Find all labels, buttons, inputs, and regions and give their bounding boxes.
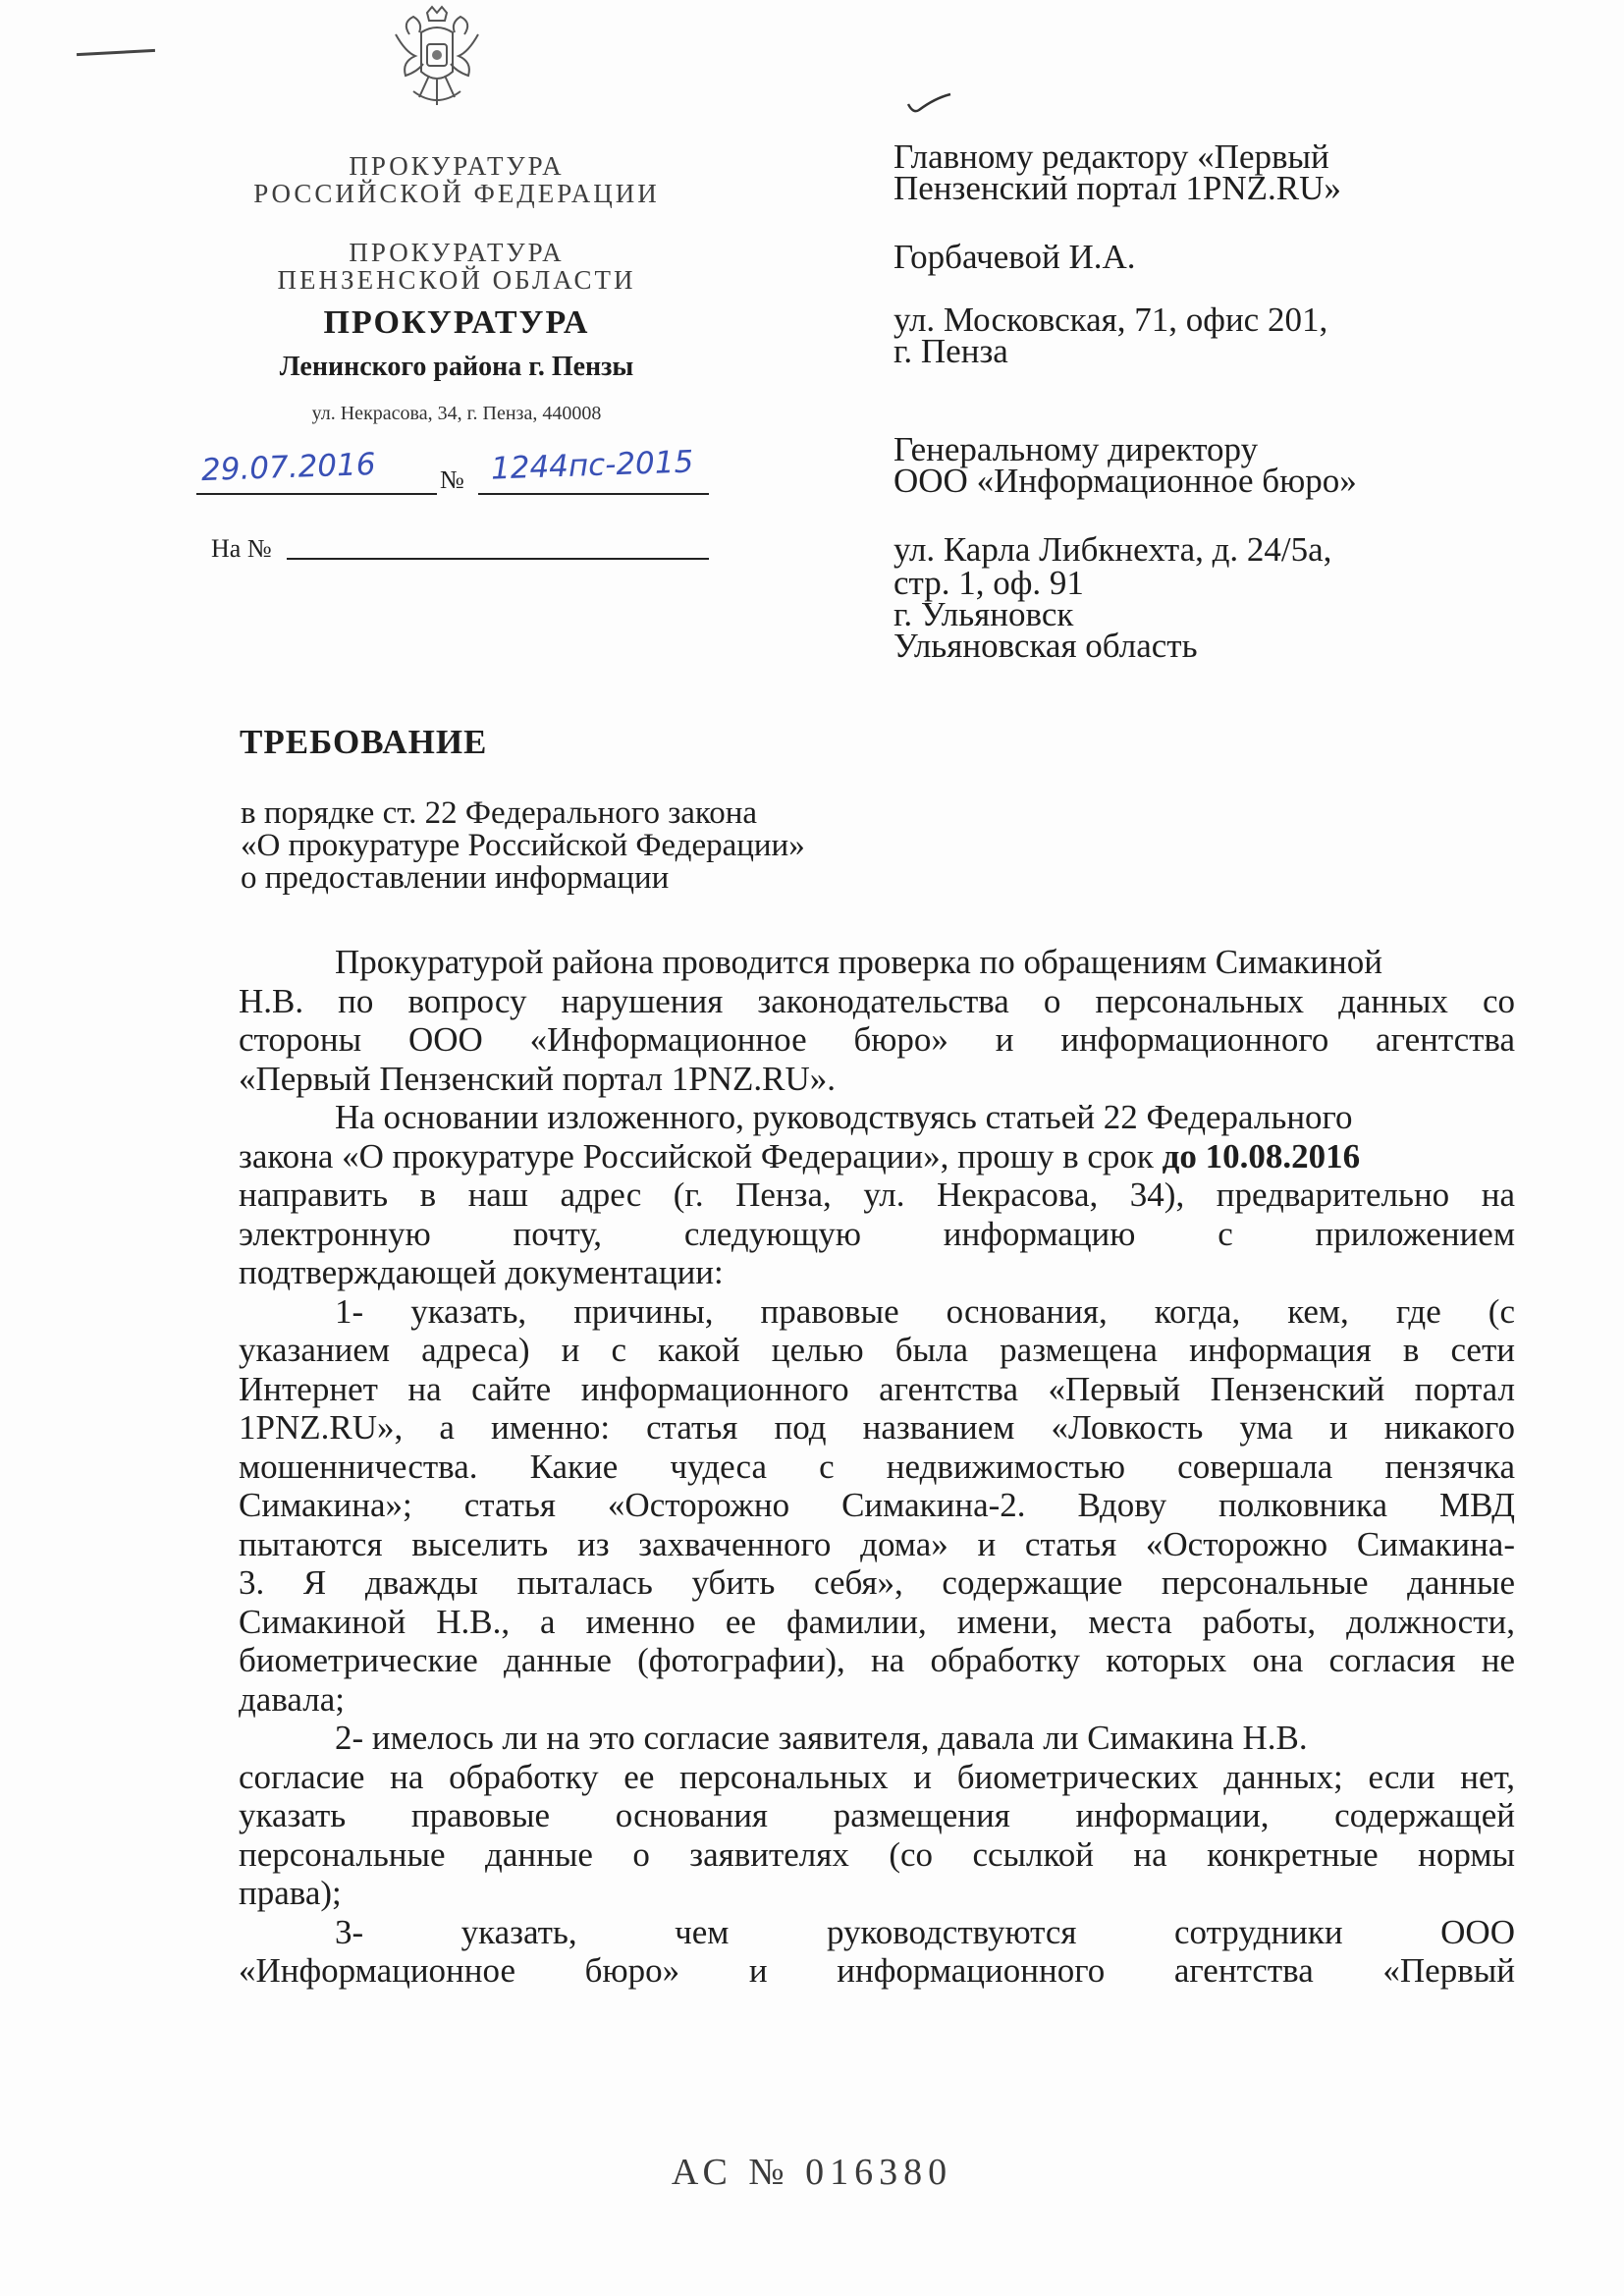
item-1-line: давала; [239, 1679, 345, 1719]
item-3-line: «Информационное бюро» и информационного агентства «Первый [239, 1951, 1515, 1990]
body-line: направить в наш адрес (г. Пенза, ул. Некрасова, 34), предварительно на [239, 1175, 1515, 1214]
recipient-1-address-line-2: г. Пенза [893, 332, 1008, 370]
body-line: «Первый Пензенский портал 1PNZ.RU». [239, 1059, 837, 1098]
recipient-1-position-line-2: Пензенский портал 1PNZ.RU» [893, 169, 1341, 207]
item-1-line: Симакина»; статья «Осторожно Симакина-2. Вдову полковника МВД [239, 1486, 1515, 1524]
body-line: электронную почту, следующую информацию с приложением [239, 1214, 1515, 1253]
item-1-line: Симакиной Н.В., а именно ее фамилии, имени, места работы, должности, [239, 1602, 1515, 1641]
reference-underline [287, 558, 709, 560]
recipient-1-name: Горбачевой И.А. [893, 238, 1136, 276]
item-1-line: 3. Я дважды пыталась убить себя», содержащие персональные данные [239, 1563, 1515, 1602]
item-1-line: биометрические данные (фотографии), на обработку которых она согласия не [239, 1641, 1515, 1679]
handwritten-check-icon [905, 90, 954, 120]
body-line [239, 1137, 1515, 1176]
document-title: ТРЕБОВАНИЕ [240, 723, 488, 761]
body-line: На основании изложенного, руководствуясь статьей 22 Федерального [335, 1098, 1353, 1136]
item-2-line: согласие на обработку ее персональных и биометрических данных; если нет, [239, 1757, 1515, 1796]
form-serial-number: АС № 016380 [671, 2152, 953, 2193]
item-1-line: Интернет на сайте информационного агентства «Первый Пензенский портал [239, 1369, 1515, 1408]
number-label: № [440, 465, 464, 494]
header-line-4: ПЕНЗЕНСКОЙ ОБЛАСТИ [277, 265, 636, 295]
item-3-line: 3- указать, чем руководствуются сотрудники ООО [335, 1912, 1515, 1951]
header-line-1: ПРОКУРАТУРА [349, 151, 565, 181]
header-district: Ленинского района г. Пензы [279, 352, 634, 382]
item-1-line: 1- указать, причины, правовые основания, когда, кем, где (с [335, 1291, 1515, 1331]
subtitle-line-1: в порядке ст. 22 Федерального закона [241, 795, 758, 831]
handwritten-number: 1244пс-2015 [490, 444, 694, 487]
recipient-2-address-line-3: г. Ульяновск [893, 595, 1074, 633]
recipient-2-address-line-1: ул. Карла Либкнехта, д. 24/5а, [893, 530, 1332, 569]
header-line-2: РОССИЙСКОЙ ФЕДЕРАЦИИ [253, 179, 660, 208]
item-2-line: указать правовые основания размещения информации, содержащей [239, 1796, 1515, 1834]
body-line: подтверждающей документации: [239, 1253, 724, 1291]
date-underline [196, 493, 437, 495]
item-2-line: права); [239, 1874, 342, 1912]
body-line: Прокуратурой района проводится проверка по обращениям Симакиной [335, 943, 1382, 981]
subtitle-line-3: о предоставлении информации [241, 860, 670, 896]
double-headed-eagle-emblem-icon [388, 5, 486, 113]
header-address: ул. Некрасова, 34, г. Пенза, 440008 [311, 403, 602, 424]
recipient-2-address-line-2: стр. 1, оф. 91 [893, 564, 1084, 602]
number-underline [478, 493, 709, 495]
body-line: Н.В. по вопросу нарушения законодательства о персональных данных со [239, 981, 1515, 1020]
recipient-2-position-line-1: Генеральному директору [893, 430, 1259, 468]
scan-mark [77, 49, 155, 56]
recipient-2-position-line-2: ООО «Информационное бюро» [893, 462, 1357, 500]
subtitle-line-2: «О прокуратуре Российской Федерации» [241, 828, 805, 863]
letter-body [239, 943, 1515, 1991]
recipient-1-position-line-1: Главному редактору «Первый [893, 137, 1329, 176]
header-prokuratura-title: ПРОКУРАТУРА [323, 304, 590, 341]
item-1-line: 1PNZ.RU», а именно: статья под названием «Ловкость ума и никакого [239, 1408, 1515, 1447]
item-1-line: пытаются выселить из захваченного дома» и статья «Осторожно Симакина- [239, 1524, 1515, 1563]
item-1-line: указанием адреса) и с какой целью была размещена информация в сети [239, 1331, 1515, 1369]
header-line-3: ПРОКУРАТУРА [349, 238, 565, 267]
item-2-line: персональные данные о заявителях (со ссылкой на конкретные нормы [239, 1834, 1515, 1874]
recipient-1-address-line-1: ул. Московская, 71, офис 201, [893, 301, 1328, 339]
body-line: стороны ООО «Информационное бюро» и информационного агентства [239, 1020, 1515, 1059]
recipient-2-address-line-4: Ульяновская область [893, 627, 1198, 665]
reference-label: На № [211, 534, 272, 563]
handwritten-date: 29.07.2016 [200, 446, 377, 489]
item-2-line: 2- имелось ли на это согласие заявителя, давала ли Симакина Н.В. [335, 1719, 1308, 1757]
item-1-line: мошенничества. Какие чудеса с недвижимостью совершала пензячка [239, 1447, 1515, 1486]
deadline-date: до 10.08.2016 [1162, 1136, 1361, 1175]
body-text: закона «О прокуратуре Российской Федерации», прошу в срок [239, 1136, 1163, 1175]
